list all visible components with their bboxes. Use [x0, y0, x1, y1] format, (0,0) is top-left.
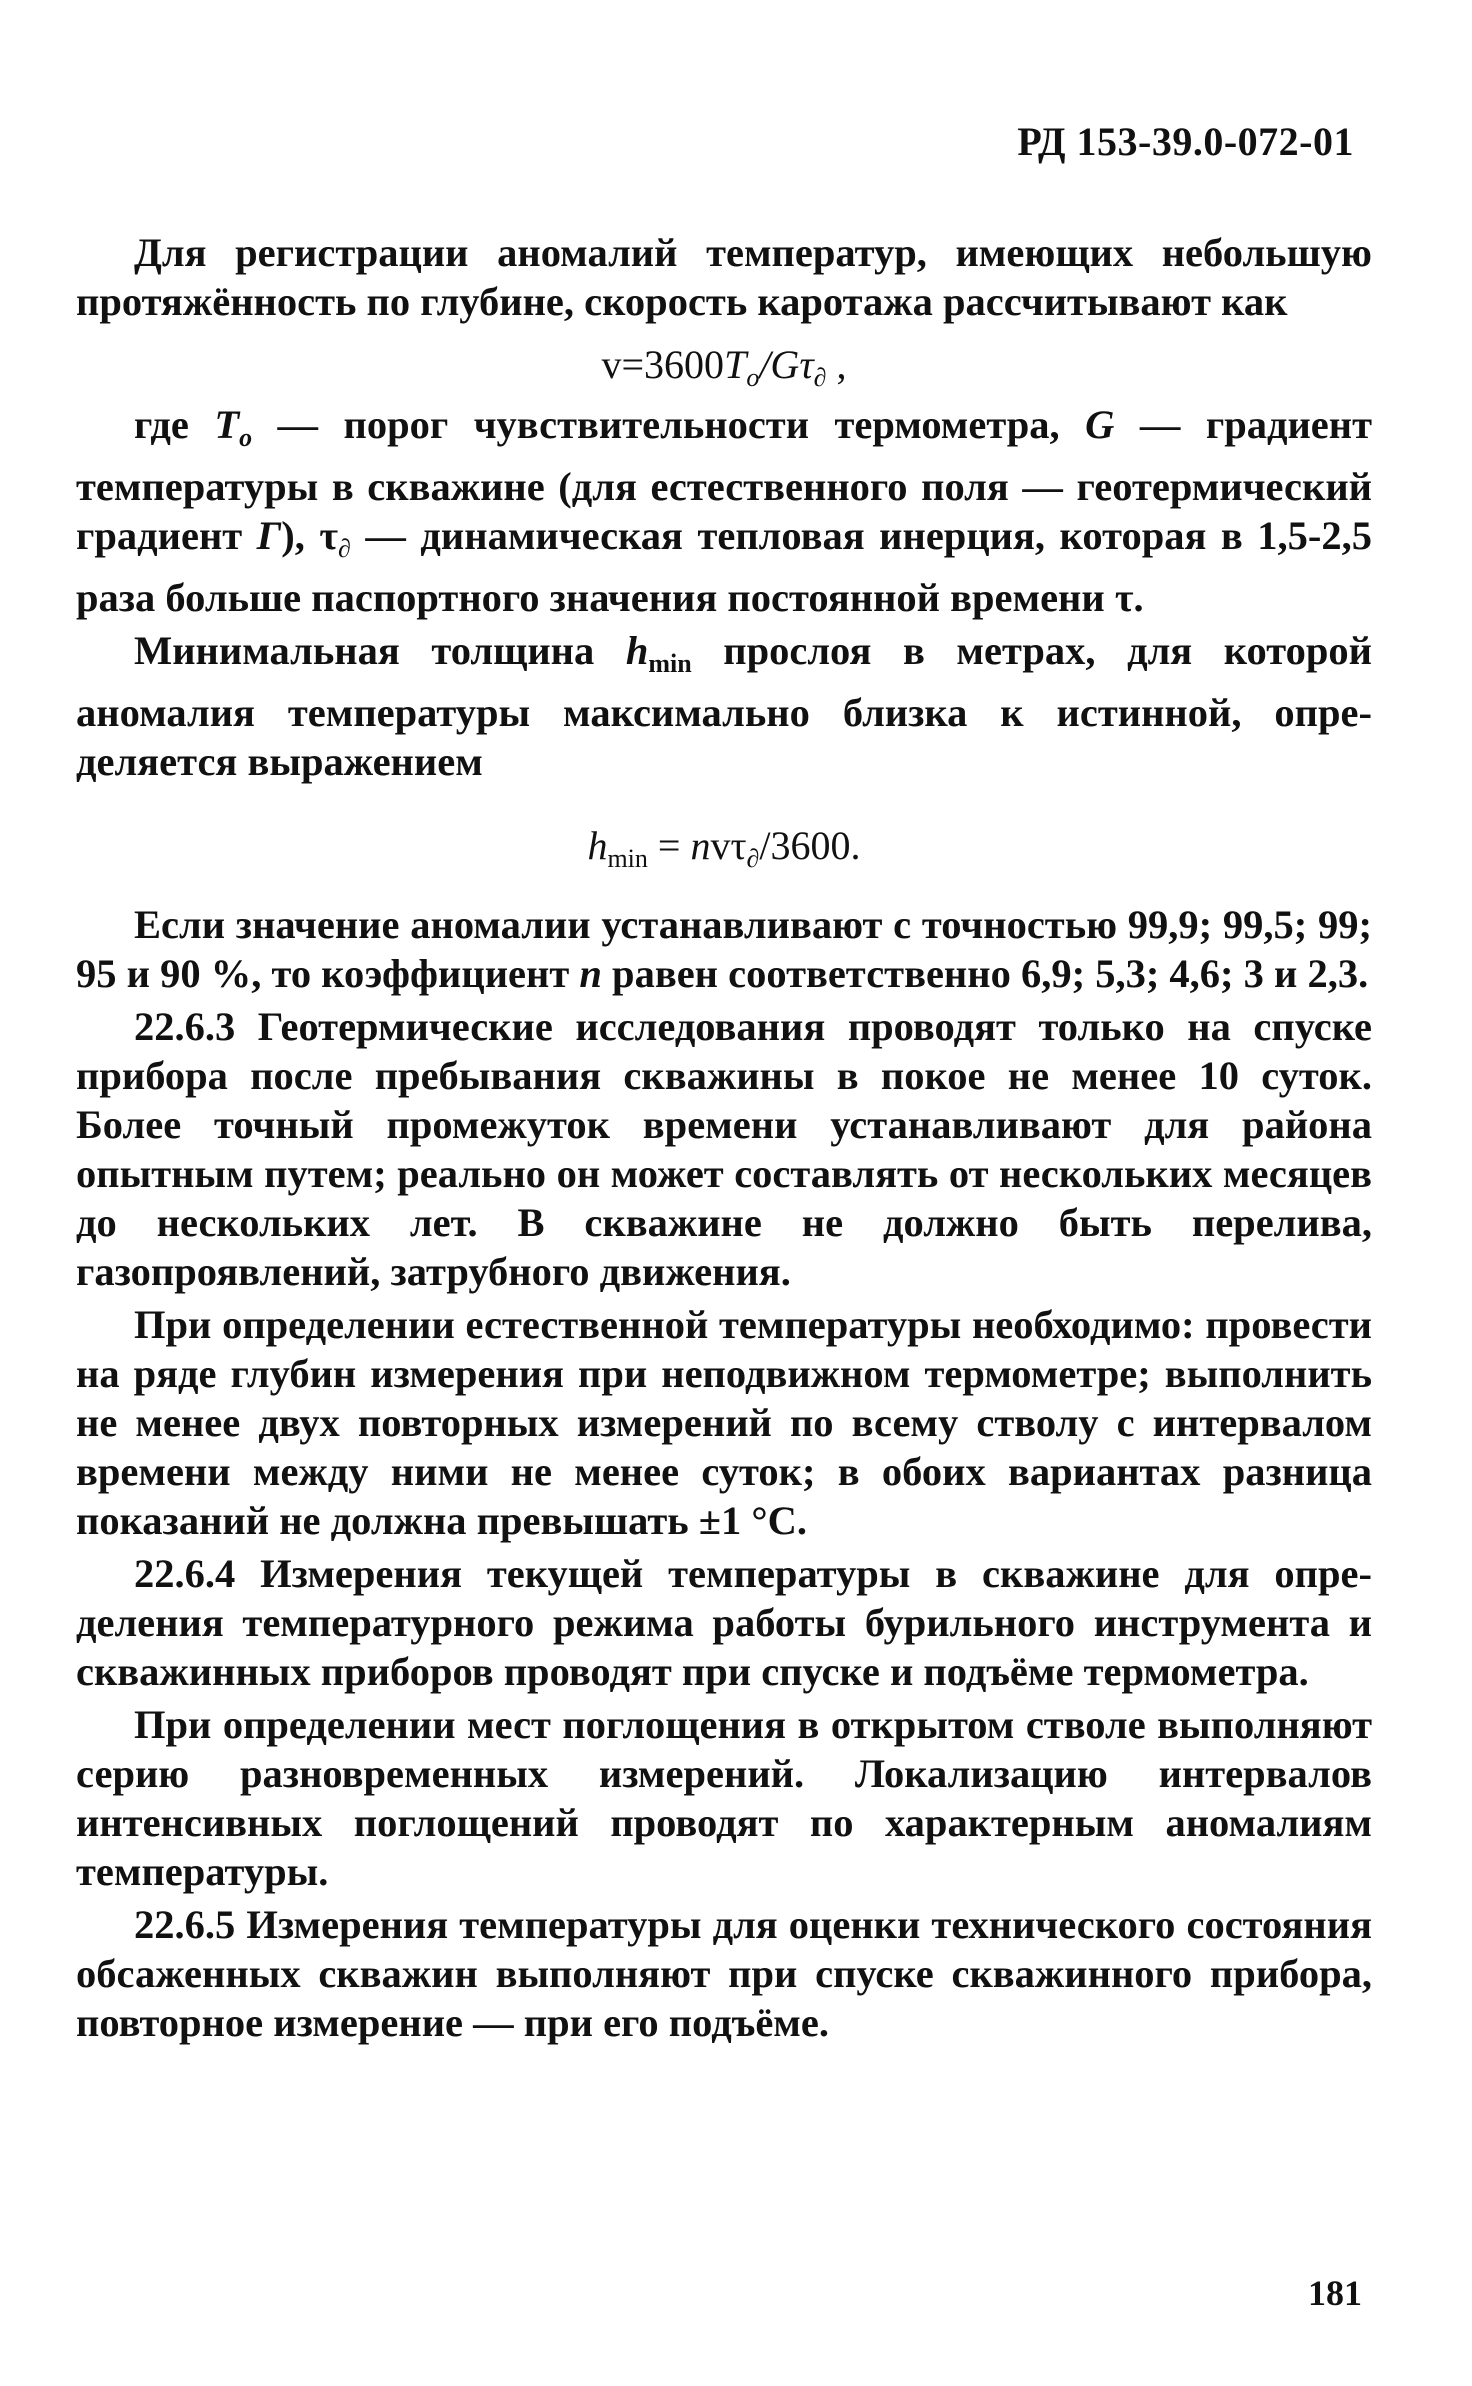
symbol-geothermal-gradient: Г	[256, 513, 282, 558]
text-segment: — динамическая тепловая инерция, которая в 1,5-2,5 раза больше паспортного значения постоянной времени τ.	[76, 513, 1373, 620]
text-segment: где	[134, 402, 189, 447]
symbol-min-thickness: h	[625, 628, 649, 673]
page-number: 181	[1308, 2273, 1362, 2313]
paragraph-min-thickness	[76, 626, 1372, 786]
formula-h-subscript: min	[607, 844, 648, 873]
paragraph-definitions	[76, 400, 1372, 622]
document-body	[76, 228, 1372, 2051]
symbol-gradient: G	[1085, 402, 1115, 447]
symbol-coefficient: n	[579, 951, 602, 996]
formula-threshold-subscript: o	[746, 363, 760, 392]
formula-threshold-symbol: T	[724, 342, 747, 387]
text-segment: равен соответственно 6,9; 5,3; 4,6; 3 и 2,3.	[601, 951, 1369, 996]
formula-v-tau: vτ	[710, 823, 747, 868]
text-segment: Минимальная толщина	[134, 628, 595, 673]
formula-divisor: /3600.	[759, 823, 861, 868]
formula-denominator-subscript: ∂	[813, 363, 827, 392]
symbol-inertia-subscript: ∂	[338, 534, 351, 563]
text-segment: ),	[281, 513, 305, 558]
formula-logging-speed	[76, 330, 1372, 400]
formula-v-tau-subscript: ∂	[746, 844, 760, 873]
formula-h-symbol: h	[587, 823, 608, 868]
formula-denominator: /Gτ	[759, 342, 814, 387]
paragraph-logging-speed: Для регистрации аномалий температур, имеющих небольшую протяжённость по глубине, скорость каротажа рассчитывают как	[76, 230, 1372, 324]
text-segment: прослоя в метрах, для которой аномалия температуры максимально близка к истинной, определяется выражением	[76, 628, 1372, 784]
symbol-threshold-subscript: o	[239, 423, 253, 452]
symbol-threshold: T	[214, 402, 240, 447]
symbol-min-thickness-subscript: min	[648, 649, 692, 678]
paragraph-accuracy-coefficient	[76, 900, 1372, 998]
formula-min-thickness	[76, 792, 1372, 900]
text-segment: — градиент температуры в скважине (для естественного поля — геотермический градиент	[76, 402, 1373, 558]
text-segment: — порог чувствительности термометра,	[252, 402, 1060, 447]
formula-equals: =	[647, 823, 691, 868]
document-code-header: РД 153-39.0-072-01	[1017, 119, 1354, 164]
paragraph-natural-temperature: При определении естественной температуры необходимо: провести на ряде глубин измерения при неподвижном термометре; выполнить не менее двух повторных измерений по всему стволу с интервалом времени между ними не менее суток; в обоих вариантах разница показаний не должна превышать ±1 °С.	[76, 1302, 1372, 1543]
symbol-inertia: τ	[319, 513, 339, 558]
text-segment: Если значение аномалии устанавливают с точностью 99,9; 99,5; 99; 95 и 90 %, то коэффициент	[76, 902, 1372, 996]
formula-n-symbol: n	[690, 823, 711, 868]
formula-lhs: v=3600	[601, 342, 725, 387]
paragraph-22-6-5: 22.6.5 Измерения температуры для оценки технического состояния обсаженных скважин выполняют при спуске скважинного прибора, повторное измерение — при его подъёме.	[76, 1902, 1372, 2045]
paragraph-22-6-3: 22.6.3 Геотермические исследования проводят только на спуске прибора после пребывания скважины в покое не менее 10 суток. Более точный промежуток времени устанавливают для района опытным путем; реально он может составлять от нескольких месяцев до нескольких лет. В скважине не должно быть перелива, газопроявлений, затрубного движения.	[76, 1004, 1372, 1294]
paragraph-22-6-4: 22.6.4 Измерения текущей температуры в скважине для определения температурного режима работы бурильного инструмента и скважинных приборов проводят при спуске и подъёме термометра.	[76, 1551, 1372, 1694]
formula-end: ,	[826, 342, 847, 387]
paragraph-absorption: При определении мест поглощения в открытом стволе выполняют серию разновременных измерений. Локализацию интервалов интенсивных поглощений проводят по характерным аномалиям температуры.	[76, 1702, 1372, 1894]
